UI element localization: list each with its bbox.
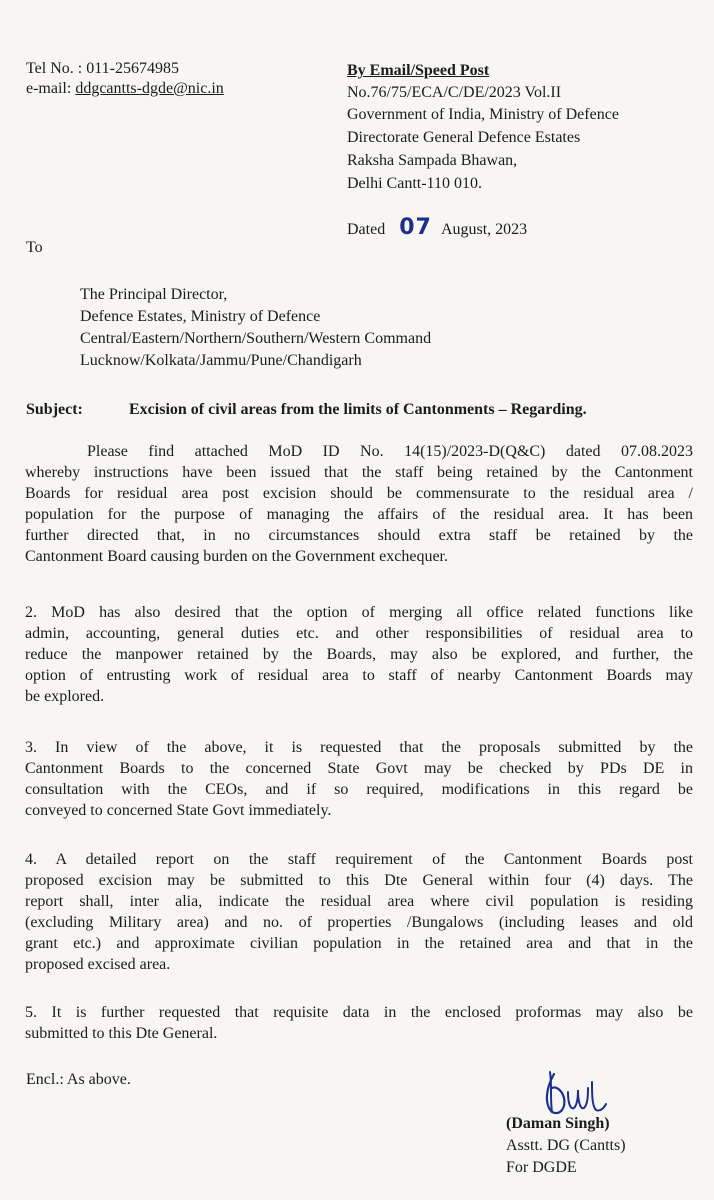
date-line	[347, 215, 528, 240]
paragraph-line: further directed that, in no circumstances should extra staff be retained by the	[25, 527, 693, 544]
paragraph-line: proposed excision may be submitted to this Dte General within four (4) days. The	[25, 872, 693, 889]
telephone-number: Tel No. : 011-25674985	[26, 60, 179, 77]
paragraph-line: (excluding Military area) and no. of properties /Bungalows (including leases and old	[25, 914, 693, 931]
enclosure-note: Encl.: As above.	[26, 1071, 131, 1088]
file-number: No.76/75/ECA/C/DE/2023 Vol.II	[347, 84, 562, 101]
paragraph-line: consultation with the CEOs, and if so required, modifications in this regard be	[25, 781, 693, 798]
paragraph-line: 5. It is further requested that requisite data in the enclosed proformas may also be	[25, 1004, 693, 1021]
paragraph-line: Boards for residual area post excision should be commensurate to the residual area /	[25, 485, 693, 502]
subject-label: Subject:	[26, 401, 83, 418]
addressee-line-1: The Principal Director,	[80, 286, 228, 303]
signatory-designation: Asstt. DG (Cantts)	[506, 1137, 626, 1154]
office-line-3: Raksha Sampada Bhawan,	[347, 152, 518, 169]
paragraph-line: whereby instructions have been issued that the staff being retained by the Cantonment	[25, 464, 693, 481]
paragraph-line: be explored.	[25, 688, 105, 705]
paragraph-line: reduce the manpower retained by the Boards, may also be explored, and further, the	[25, 646, 693, 663]
paragraph-4	[25, 849, 693, 975]
paragraph-line: 3. In view of the above, it is requested that the proposals submitted by the	[25, 739, 693, 756]
office-line-2: Directorate General Defence Estates	[347, 129, 581, 146]
signatory-for: For DGDE	[506, 1159, 577, 1176]
paragraph-line: population for the purpose of managing the affairs of the residual area. It has been	[25, 506, 693, 523]
date-month-year: August, 2023	[440, 221, 528, 238]
office-line-1: Government of India, Ministry of Defence	[347, 106, 619, 123]
paragraph-line: admin, accounting, general duties etc. and other responsibilities of residual area to	[25, 625, 693, 642]
paragraph-line: submitted to this Dte General.	[25, 1025, 218, 1042]
paragraph-line: proposed excised area.	[25, 956, 171, 973]
paragraph-5	[25, 1002, 693, 1044]
paragraph-line: Cantonment Boards to the concerned State Govt may be checked by PDs DE in	[25, 760, 693, 777]
paragraph-line: 4. A detailed report on the staff requirement of the Cantonment Boards post	[25, 851, 693, 868]
paragraph-line: Please find attached MoD ID No. 14(15)/2023-D(Q&C) dated 07.08.2023	[87, 443, 693, 460]
to-label: To	[26, 239, 43, 256]
email-label: e-mail:	[26, 80, 76, 97]
paragraph-line: conveyed to concerned State Govt immediately.	[25, 802, 332, 819]
office-line-4: Delhi Cantt-110 010.	[347, 175, 482, 192]
paragraph-3	[25, 737, 693, 821]
addressee-line-3: Central/Eastern/Northern/Southern/Western Command	[80, 330, 432, 347]
paragraph-1	[25, 441, 693, 567]
handwritten-signature	[540, 1068, 610, 1120]
paragraph-line: grant etc.) and approximate civilian population in the retained area and that in the	[25, 935, 693, 952]
paragraph-2	[25, 602, 693, 707]
addressee-line-2: Defence Estates, Ministry of Defence	[80, 308, 321, 325]
paragraph-line: report shall, inter alia, indicate the residual area where civil population is residing	[25, 893, 693, 910]
email-address[interactable]: ddgcantts-dgde@nic.in	[75, 80, 224, 97]
subject-text: Excision of civil areas from the limits of Cantonments – Regarding.	[129, 401, 587, 418]
signatory-name: (Daman Singh)	[506, 1115, 610, 1132]
addressee-line-4: Lucknow/Kolkata/Jammu/Pune/Chandigarh	[80, 352, 362, 369]
email-line	[26, 79, 224, 99]
date-label: Dated	[347, 221, 386, 238]
paragraph-line: option of entrusting work of residual area to staff of nearby Cantonment Boards may	[25, 667, 693, 684]
dispatch-mode: By Email/Speed Post	[347, 62, 490, 79]
paragraph-line: 2. MoD has also desired that the option of merging all office related functions like	[25, 604, 693, 621]
paragraph-line: Cantonment Board causing burden on the Government exchequer.	[25, 548, 448, 565]
date-day-handwritten: 07	[399, 215, 432, 240]
